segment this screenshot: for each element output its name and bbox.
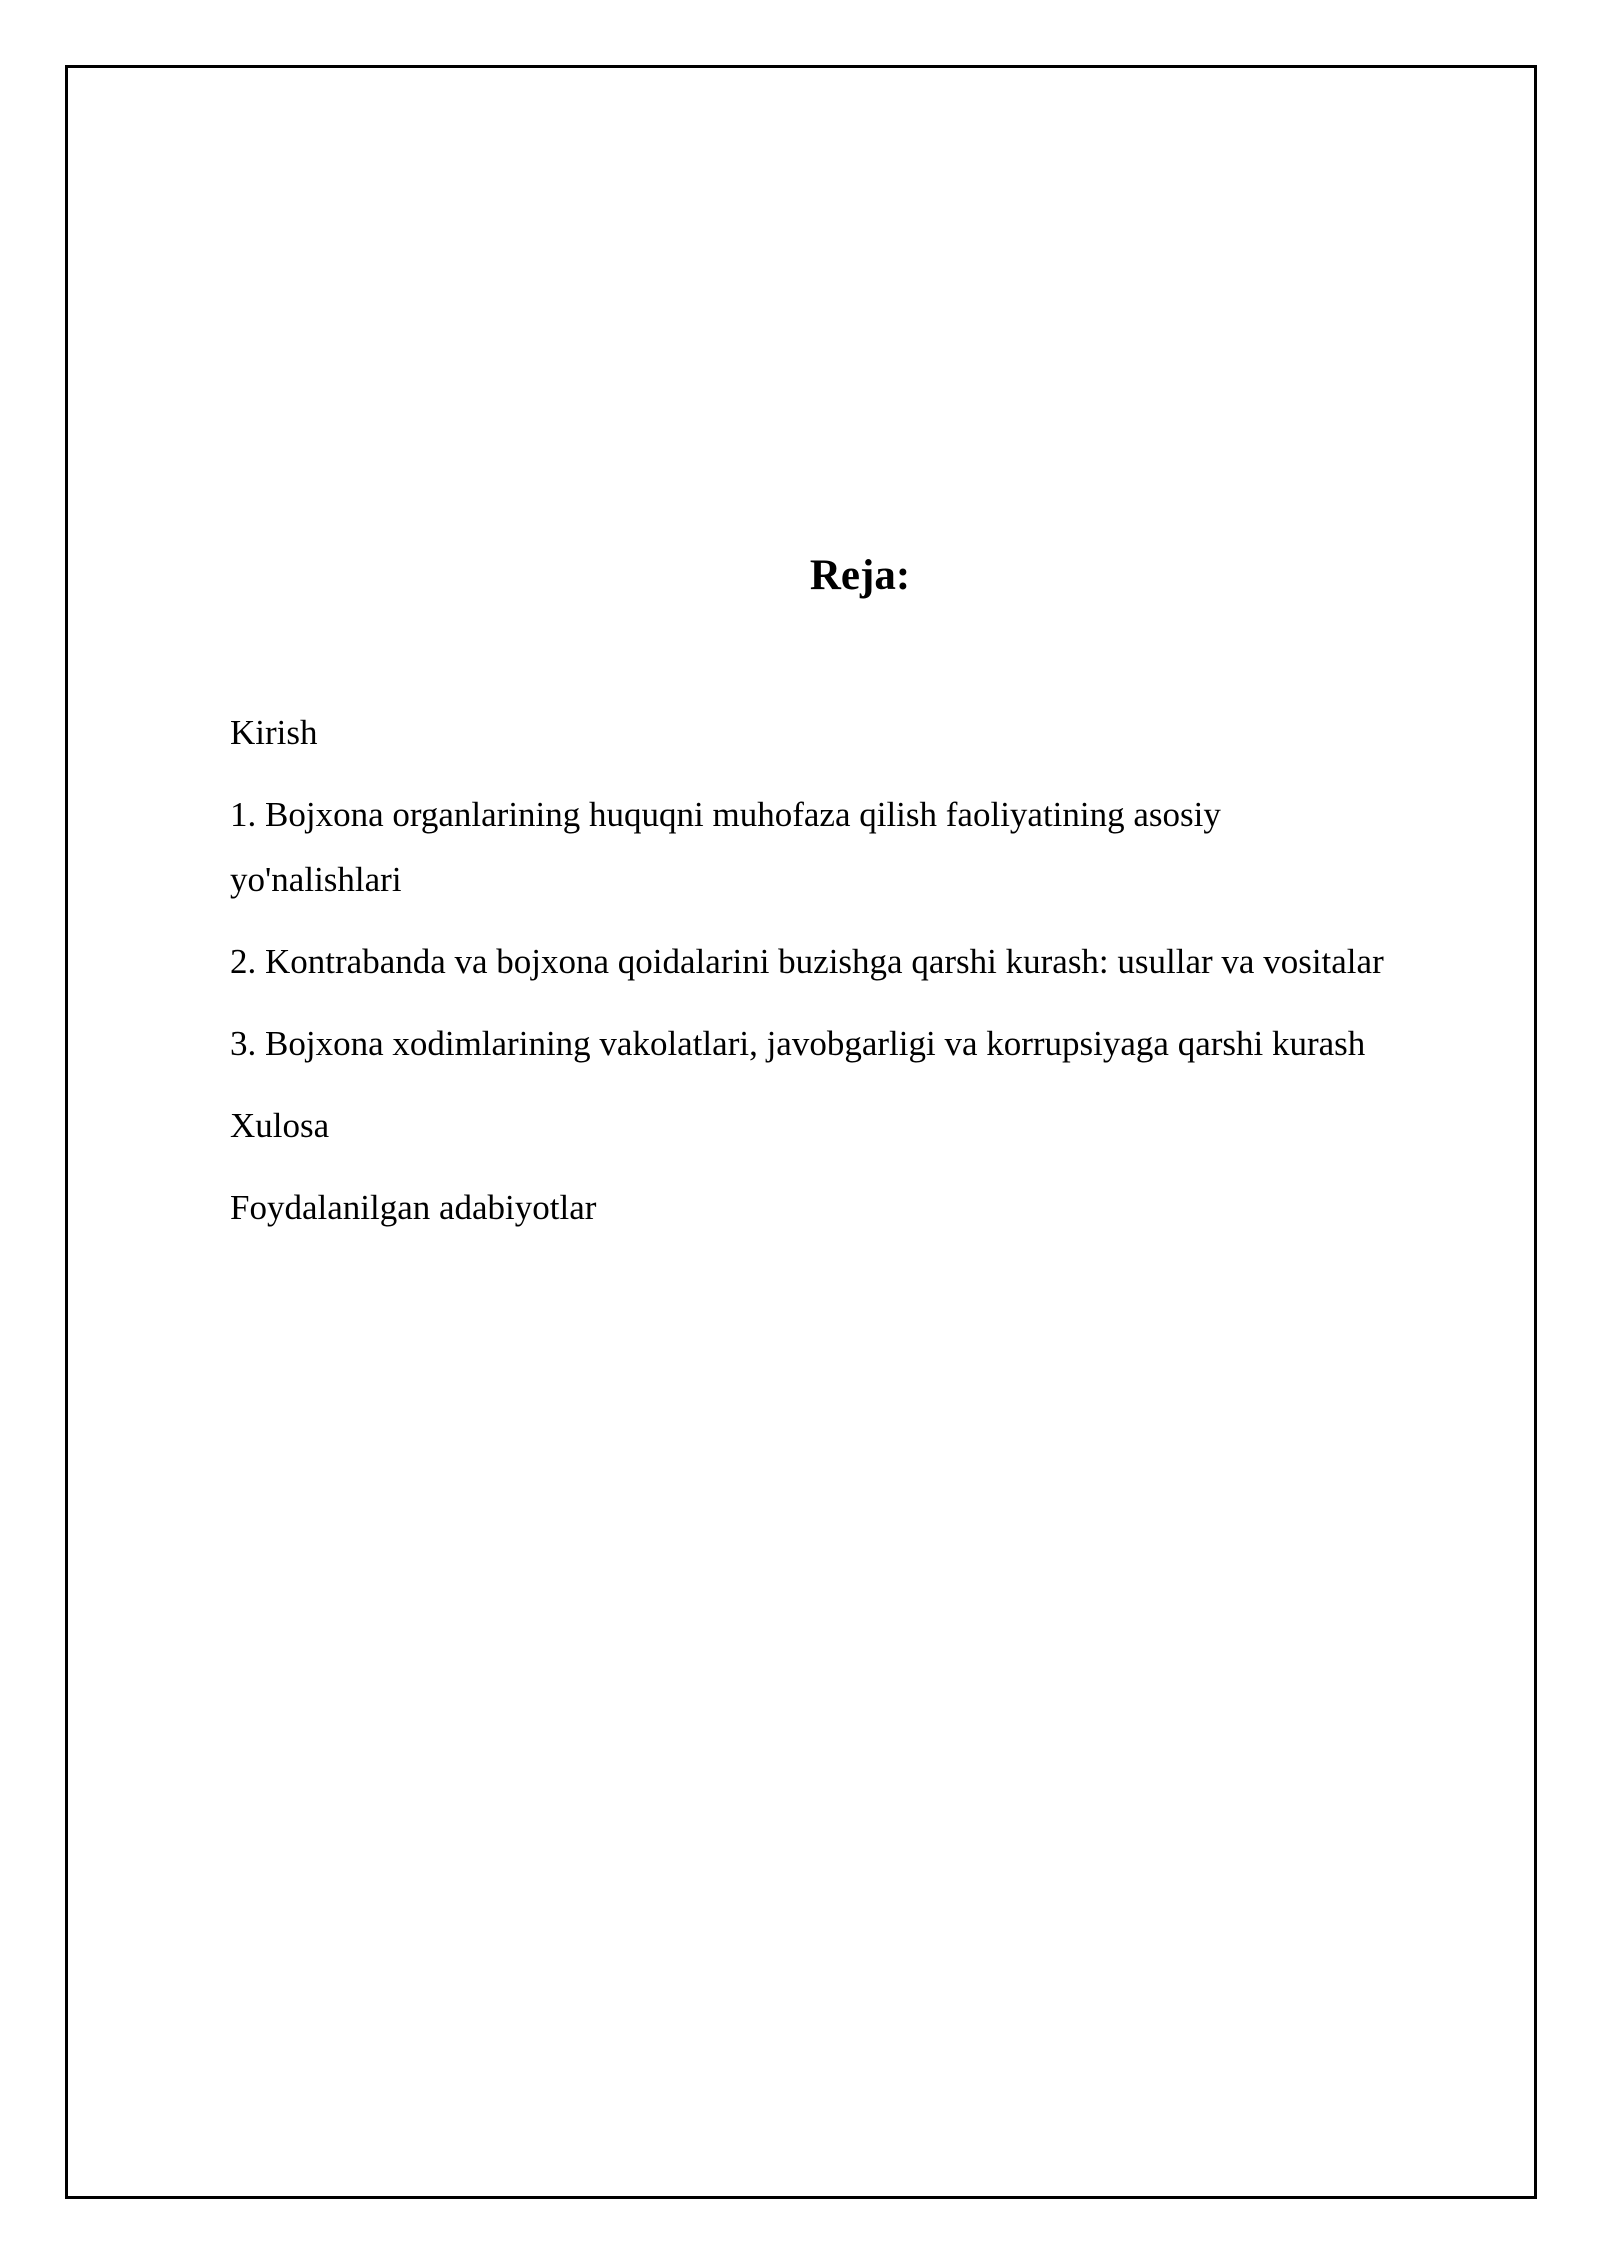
page-title: Reja:: [809, 552, 911, 599]
toc-item-section-3: 3. Bojxona xodimlarining vakolatlari, javobgarligi va korrupsiyaga qarshi kurash: [230, 1024, 1366, 1063]
toc-item-introduction: Kirish: [230, 713, 318, 752]
toc-item-section-1: 1. Bojxona organlarining huquqni muhofaza qilish faoliyatining asosiy yo'nalishlari: [230, 795, 1221, 899]
toc-item-references: Foydalanilgan adabiyotlar: [230, 1188, 597, 1227]
toc-item-conclusion: Xulosa: [230, 1106, 330, 1145]
toc-item-section-2: 2. Kontrabanda va bojxona qoidalarini buzishga qarshi kurash: usullar va vositalar: [230, 942, 1384, 981]
table-of-contents: [230, 700, 1530, 1257]
